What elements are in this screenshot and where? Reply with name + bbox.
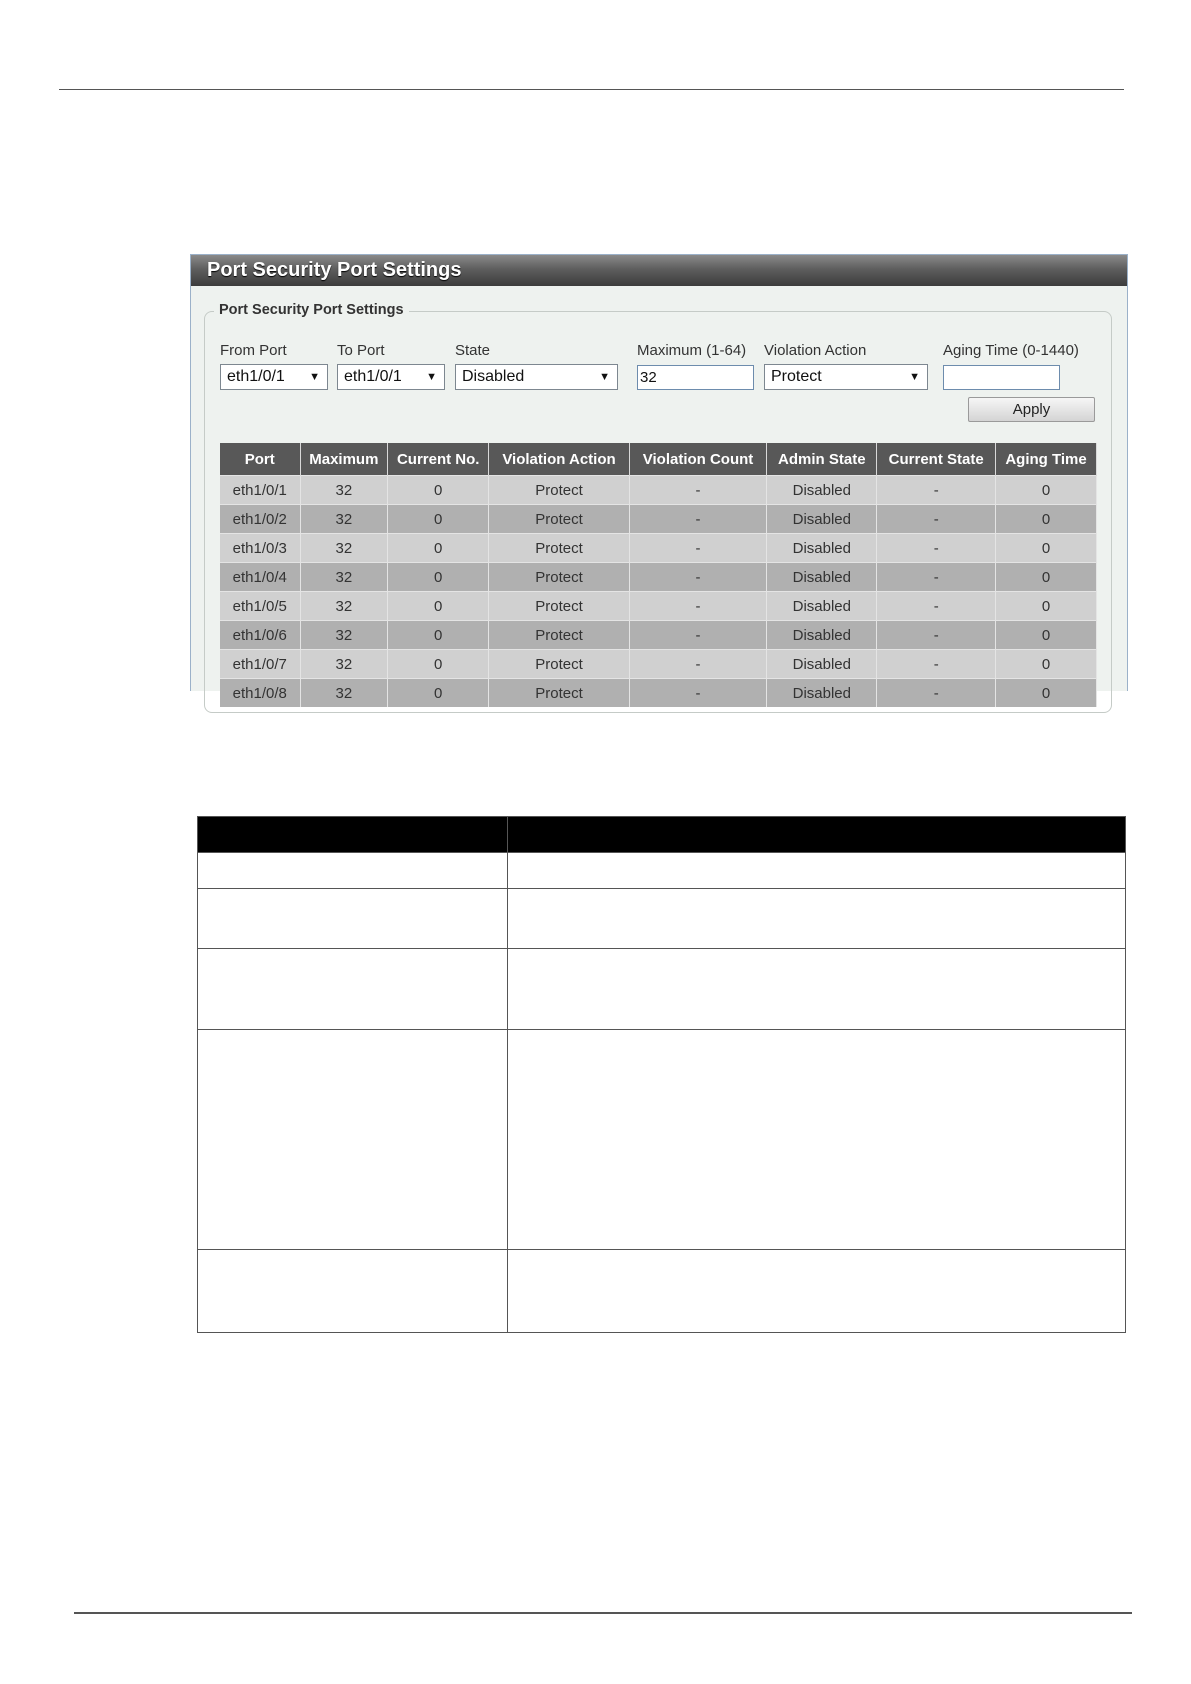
cell-current-no: 0: [388, 505, 489, 534]
cell-violation-action: Protect: [489, 679, 630, 708]
cell-aging-time: 0: [996, 476, 1097, 505]
table-row: [220, 592, 1097, 621]
page-title: Port Security Port Settings: [191, 255, 1127, 286]
cell-aging-time: 0: [996, 505, 1097, 534]
cell-current-no: 0: [388, 476, 489, 505]
cell-aging-time: 0: [996, 534, 1097, 563]
cell-current-state: -: [877, 534, 996, 563]
to-port-label: To Port: [337, 342, 385, 359]
table-row: [220, 534, 1097, 563]
desc-cell: [508, 1030, 1126, 1250]
desc-cell: [508, 1250, 1126, 1333]
chevron-down-icon: ▼: [309, 371, 320, 383]
col-admin-state: Admin State: [767, 443, 877, 476]
cell-admin-state: Disabled: [767, 563, 877, 592]
cell-admin-state: Disabled: [767, 505, 877, 534]
cell-current-state: -: [877, 592, 996, 621]
cell-current-no: 0: [388, 650, 489, 679]
from-port-label: From Port: [220, 342, 287, 359]
cell-current-state: -: [877, 505, 996, 534]
port-settings-table: [220, 443, 1097, 707]
cell-port: eth1/0/4: [220, 563, 300, 592]
col-current-no: Current No.: [388, 443, 489, 476]
cell-maximum: 32: [300, 592, 388, 621]
cell-maximum: 32: [300, 563, 388, 592]
cell-violation-action: Protect: [489, 505, 630, 534]
cell-violation-count: -: [629, 534, 767, 563]
cell-violation-count: -: [629, 563, 767, 592]
table-row: [220, 505, 1097, 534]
cell-maximum: 32: [300, 534, 388, 563]
fieldset-legend: Port Security Port Settings: [214, 302, 409, 318]
desc-cell: [508, 949, 1126, 1030]
cell-current-state: -: [877, 679, 996, 708]
aging-time-label: Aging Time (0-1440): [943, 342, 1079, 359]
cell-admin-state: Disabled: [767, 534, 877, 563]
cell-violation-count: -: [629, 476, 767, 505]
desc-header-row: [198, 817, 1126, 853]
state-label: State: [455, 342, 491, 359]
cell-aging-time: 0: [996, 592, 1097, 621]
violation-action-value: Protect: [771, 368, 822, 385]
cell-admin-state: Disabled: [767, 650, 877, 679]
cell-admin-state: Disabled: [767, 621, 877, 650]
from-port-select[interactable]: [220, 364, 328, 390]
table-row: [220, 621, 1097, 650]
state-value: Disabled: [462, 368, 525, 385]
cell-port: eth1/0/1: [220, 476, 300, 505]
desc-row: [198, 889, 1126, 949]
col-maximum: Maximum: [300, 443, 388, 476]
to-port-select[interactable]: [337, 364, 445, 390]
col-current-state: Current State: [877, 443, 996, 476]
cell-current-no: 0: [388, 563, 489, 592]
aging-time-input[interactable]: [943, 365, 1060, 390]
cell-aging-time: 0: [996, 679, 1097, 708]
from-port-value: eth1/0/1: [227, 368, 285, 385]
cell-admin-state: Disabled: [767, 476, 877, 505]
col-violation-action: Violation Action: [489, 443, 630, 476]
cell-violation-action: Protect: [489, 621, 630, 650]
cell-port: eth1/0/8: [220, 679, 300, 708]
cell-port: eth1/0/7: [220, 650, 300, 679]
cell-violation-action: Protect: [489, 563, 630, 592]
cell-current-state: -: [877, 476, 996, 505]
desc-row: [198, 1250, 1126, 1333]
desc-header-cell: [198, 817, 508, 853]
col-aging-time: Aging Time: [996, 443, 1097, 476]
cell-violation-action: Protect: [489, 534, 630, 563]
cell-current-no: 0: [388, 592, 489, 621]
cell-maximum: 32: [300, 476, 388, 505]
cell-violation-action: Protect: [489, 592, 630, 621]
cell-current-no: 0: [388, 679, 489, 708]
cell-maximum: 32: [300, 679, 388, 708]
cell-current-state: -: [877, 563, 996, 592]
cell-violation-count: -: [629, 650, 767, 679]
maximum-label: Maximum (1-64): [637, 342, 747, 359]
port-security-screenshot: [190, 254, 1128, 702]
desc-cell: [198, 889, 508, 949]
cell-violation-count: -: [629, 505, 767, 534]
cell-violation-action: Protect: [489, 476, 630, 505]
state-select[interactable]: [455, 364, 618, 390]
cell-admin-state: Disabled: [767, 679, 877, 708]
cell-maximum: 32: [300, 650, 388, 679]
cell-port: eth1/0/2: [220, 505, 300, 534]
desc-cell: [198, 1030, 508, 1250]
header-rule: [59, 89, 1124, 90]
desc-cell: [508, 853, 1126, 889]
table-row: [220, 563, 1097, 592]
cell-maximum: 32: [300, 621, 388, 650]
col-port: Port: [220, 443, 300, 476]
cell-violation-count: -: [629, 592, 767, 621]
violation-action-label: Violation Action: [764, 342, 867, 359]
chevron-down-icon: ▼: [426, 371, 437, 383]
parameter-description-table: [197, 816, 1126, 1333]
cell-port: eth1/0/5: [220, 592, 300, 621]
table-row: [220, 476, 1097, 505]
maximum-input[interactable]: 32: [637, 365, 754, 390]
desc-row: [198, 949, 1126, 1030]
cell-aging-time: 0: [996, 650, 1097, 679]
cell-violation-count: -: [629, 679, 767, 708]
apply-button[interactable]: Apply: [968, 397, 1095, 422]
desc-row: [198, 1030, 1126, 1250]
desc-cell: [198, 853, 508, 889]
desc-cell: [198, 1250, 508, 1333]
cell-current-no: 0: [388, 534, 489, 563]
violation-action-select[interactable]: [764, 364, 928, 390]
cell-current-no: 0: [388, 621, 489, 650]
table-row: [220, 650, 1097, 679]
table-row: [220, 679, 1097, 708]
desc-cell: [198, 949, 508, 1030]
chevron-down-icon: ▼: [909, 371, 920, 383]
cell-current-state: -: [877, 650, 996, 679]
chevron-down-icon: ▼: [599, 371, 610, 383]
desc-row: [198, 853, 1126, 889]
cell-admin-state: Disabled: [767, 592, 877, 621]
cell-violation-action: Protect: [489, 650, 630, 679]
cell-aging-time: 0: [996, 621, 1097, 650]
table-header-row: [220, 443, 1097, 476]
cell-port: eth1/0/6: [220, 621, 300, 650]
to-port-value: eth1/0/1: [344, 368, 402, 385]
footer-rule: [74, 1612, 1132, 1614]
cell-current-state: -: [877, 621, 996, 650]
desc-header-cell: [508, 817, 1126, 853]
col-violation-count: Violation Count: [629, 443, 767, 476]
cell-port: eth1/0/3: [220, 534, 300, 563]
cell-violation-count: -: [629, 621, 767, 650]
cell-maximum: 32: [300, 505, 388, 534]
desc-cell: [508, 889, 1126, 949]
cell-aging-time: 0: [996, 563, 1097, 592]
